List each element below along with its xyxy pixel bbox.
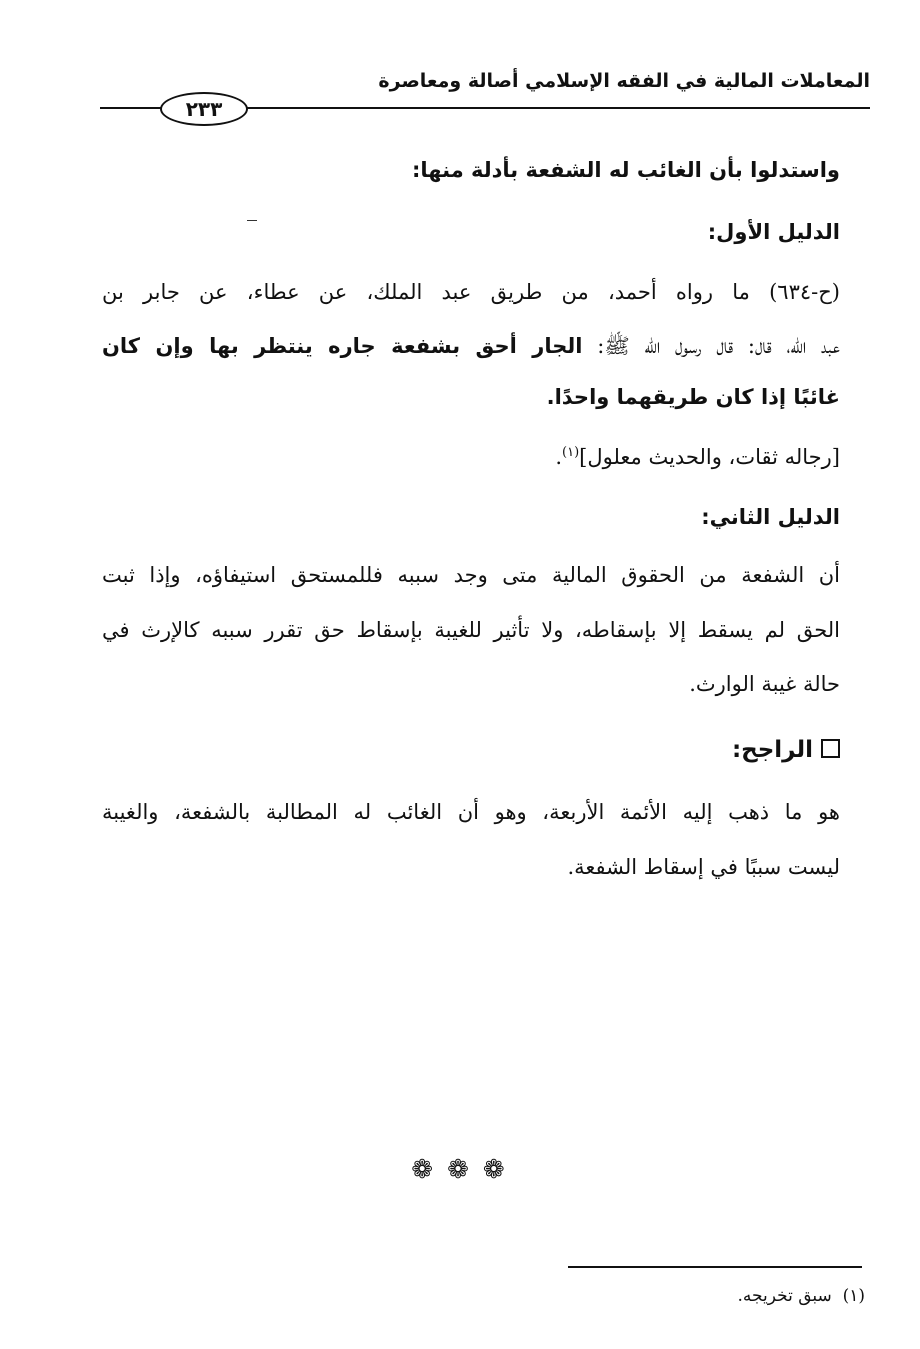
evidence2-line-1: أن الشفعة من الحقوق المالية متى وجد سببه فللمستحق استيفاؤه، وإذا ثبت [102, 563, 840, 587]
footnote [738, 1286, 866, 1306]
evidence2-line-3: حالة غيبة الوارث. [689, 672, 840, 696]
evidence1-heading: الدليل الأول: [707, 220, 840, 244]
preferred-line-1: هو ما ذهب إليه الأئمة الأربعة، وهو أن الغائب له المطالبة بالشفعة، والغيبة [102, 800, 840, 824]
hadith-line-3: غائبًا إذا كان طريقهما واحدًا. [546, 385, 840, 409]
preferred-line-2: ليست سببًا في إسقاط الشفعة. [567, 855, 840, 879]
evidence2-heading: الدليل الثاني: [701, 505, 840, 529]
hadith-line-2-plain: عبد الله، قال: قال رسول الله ﷺ: [582, 334, 840, 358]
flower-icon: ❁ [411, 1155, 448, 1185]
hadith-line-2-bold: الجار أحق بشفعة جاره ينتظر بها وإن كان [102, 334, 583, 358]
checkbox-square-icon [821, 739, 840, 758]
hadith-line-2 [102, 333, 840, 364]
footnote-ref: (١) [562, 445, 580, 460]
running-title: المعاملات المالية في الفقه الإسلامي أصالة ومعاصرة [378, 70, 870, 92]
footnote-text: سبق تخريجه. [737, 1286, 832, 1306]
section-ornaments [400, 1155, 530, 1185]
grading-line [102, 445, 840, 469]
flower-icon: ❁ [447, 1155, 483, 1185]
page-number: ٢٣٣ [160, 92, 248, 126]
flower-icon: ❁ [482, 1155, 519, 1185]
hadith-line-1: (ح-٦٣٤) ما رواه أحمد، من طريق عبد الملك، عن عطاء، عن جابر بن [102, 280, 840, 304]
preferred-heading: الراجح: [731, 737, 813, 763]
footnote-rule [568, 1266, 862, 1268]
preferred-heading-row [102, 737, 840, 763]
intro-line: واستدلوا بأن الغائب له الشفعة بأدلة منها: [411, 158, 840, 182]
evidence2-line-2: الحق لم يسقط إلا بإسقاطه، ولا تأثير للغيبة بإسقاط حق تقرر سببه كالإرث في [102, 618, 840, 642]
footnote-marker: (١) [842, 1286, 865, 1306]
grading-end: . [555, 445, 562, 469]
grading-text: [رجاله ثقات، والحديث معلول] [579, 445, 840, 469]
